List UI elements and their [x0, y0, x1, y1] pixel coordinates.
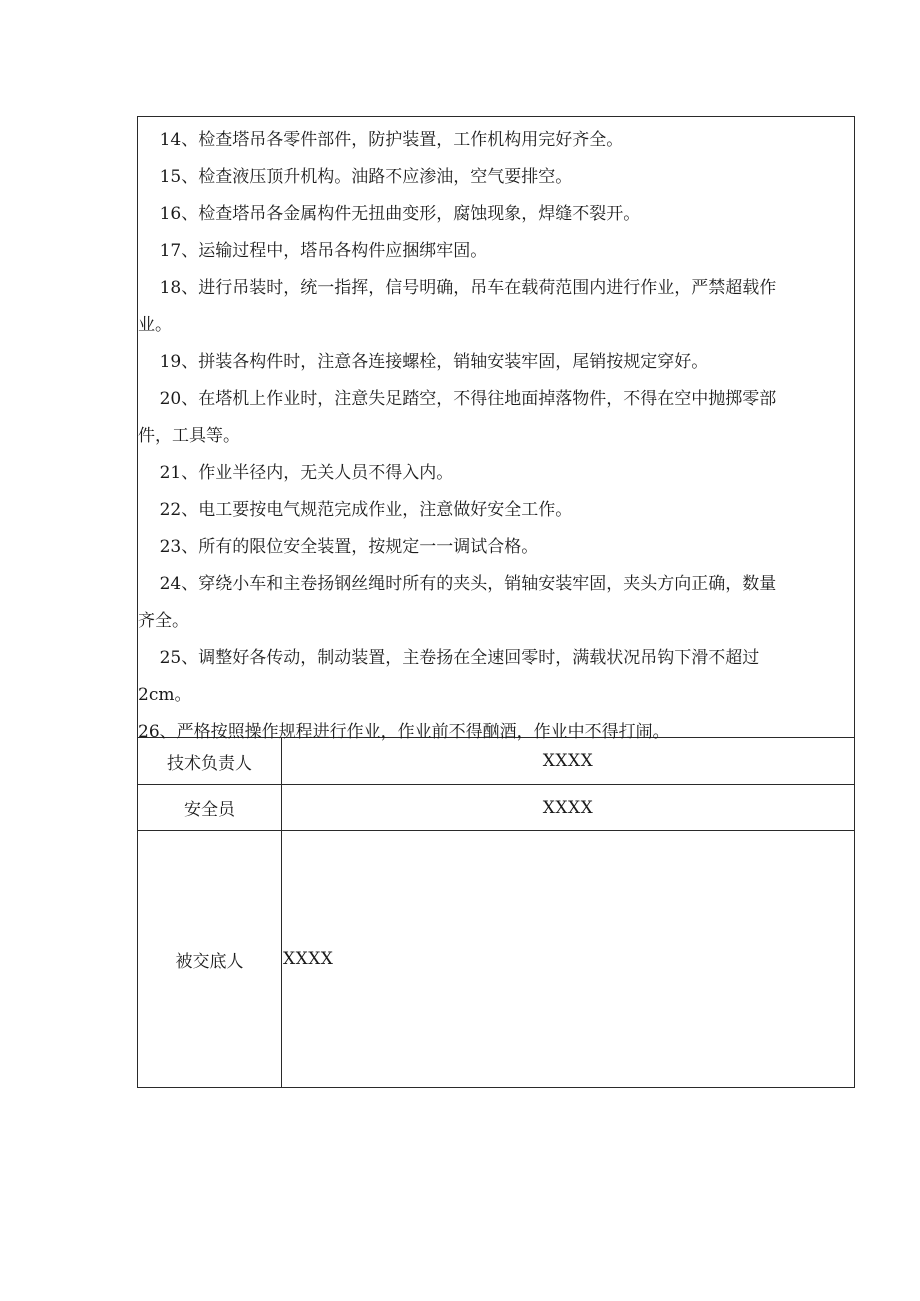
safety-officer-row: [138, 785, 854, 831]
item-18: 18、进行吊装时，统一指挥，信号明确，吊车在载荷范围内进行作业，严禁超载作: [138, 278, 777, 298]
item-16: 16、检查塔吊各金属构件无扭曲变形，腐蚀现象，焊缝不裂开。: [138, 204, 641, 224]
item-24: 24、穿绕小车和主卷扬钢丝绳时所有的夹头，销轴安装牢固，夹头方向正确，数量: [138, 574, 777, 594]
tech-lead-label: 技术负责人: [138, 738, 282, 784]
item-21: 21、作业半径内，无关人员不得入内。: [138, 463, 454, 483]
recipient-row: [138, 831, 854, 1087]
item-19: 19、拼装各构件时，注意各连接螺栓，销轴安装牢固，尾销按规定穿好。: [138, 352, 709, 372]
item-17: 17、运输过程中，塔吊各构件应捆绑牢固。: [138, 241, 488, 261]
item-20-cont: 件，工具等。: [138, 426, 240, 446]
safety-officer-label: 安全员: [138, 785, 282, 830]
tech-lead-value: XXXX: [542, 751, 594, 771]
item-23: 23、所有的限位安全装置，按规定一一调试合格。: [138, 537, 539, 557]
item-24-cont: 齐全。: [138, 611, 189, 631]
tech-lead-row: [138, 738, 854, 785]
item-14: 14、检查塔吊各零件部件，防护装置，工作机构用完好齐全。: [138, 130, 624, 150]
item-22: 22、电工要按电气规范完成作业，注意做好安全工作。: [138, 500, 573, 520]
item-18-cont: 业。: [138, 315, 172, 335]
item-25: 25、调整好各传动，制动装置，主卷扬在全速回零时，满载状况吊钩下滑不超过: [138, 648, 760, 668]
item-25-cont: 2cm。: [138, 685, 192, 705]
safety-officer-value: XXXX: [542, 797, 594, 818]
safety-items-cell: [138, 117, 854, 742]
item-15: 15、检查液压顶升机构。油路不应渗油，空气要排空。: [138, 167, 573, 187]
item-20: 20、在塔机上作业时，注意失足踏空，不得往地面掉落物件，不得在空中抛掷零部: [138, 389, 777, 409]
disclosure-table: [137, 116, 855, 1088]
item-26: 26、严格按照操作规程进行作业，作业前不得酗酒，作业中不得打闹。: [138, 722, 670, 742]
recipient-label: 被交底人: [138, 831, 282, 1087]
recipient-value: XXXX: [283, 949, 334, 969]
